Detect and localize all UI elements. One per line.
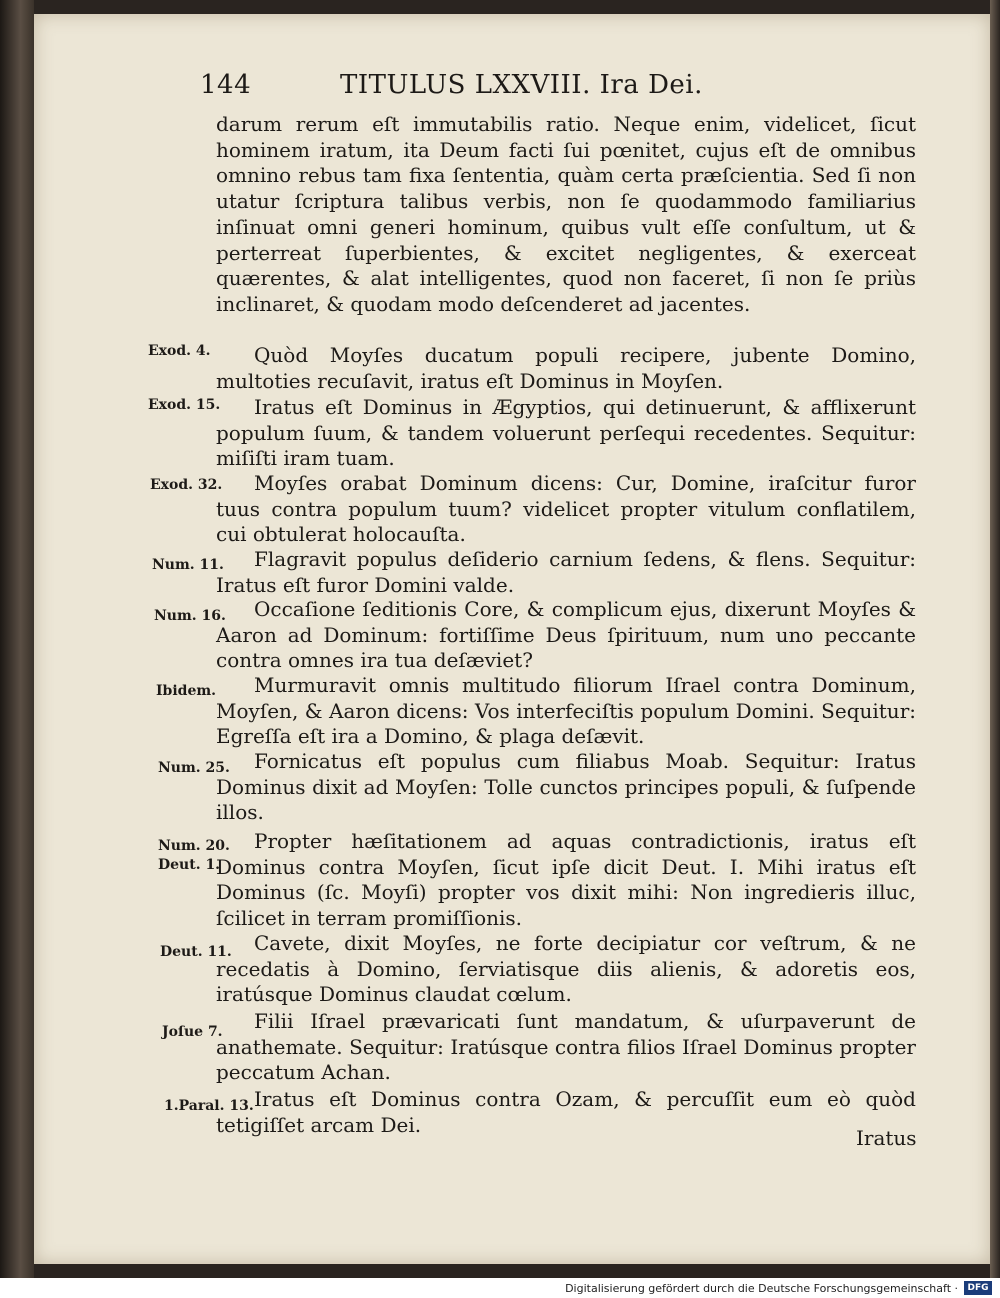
book-right-edge [990, 0, 1000, 1278]
paragraph: Iratus eſt Dominus in Ægyptios, qui detinuerunt, & afflixerunt populum ſuum, & tandem voluerunt perſequi recedentes. Sequitur: miſiſti iram tuam. [216, 395, 916, 471]
margin-note: Exod. 4. [148, 343, 211, 359]
paragraph: darum rerum eſt immutabilis ratio. Neque enim, videlicet, ſicut hominem iratum, ita Deum facti ſui pœnitet, cujus eſt de omnibus omnino rebus tam fixa ſententia, quàm certa præſcientia. Sed ſi non utatur ſcriptura talibus verbis, non ſe quodammodo familiarius inſinuat omni generi hominum, quibus vult eſſe conſultum, ut & perterreat ſuperbientes, & excitet negligentes, & exerceat quærentes, & alat intelligentes, quod non faceret, ſi non ſe priùs inclinaret, & quodam modo deſcenderet ad jacentes. [216, 112, 916, 316]
paragraph: Filii Iſrael prævaricati ſunt mandatum, & uſurpaverunt de anathemate. Sequitur: Iratúsque contra filios Iſrael Dominus propter peccatum Achan. [216, 1009, 916, 1085]
margin-note: Joſue 7. [162, 1024, 223, 1040]
paragraph: Iratus eſt Dominus contra Ozam, & percuſſit eum eò quòd tetigiſſet arcam Dei. [216, 1087, 916, 1137]
margin-note: Deut. 11. [160, 944, 232, 960]
page-number: 144 [200, 70, 252, 100]
margin-note: Ibidem. [156, 683, 217, 699]
catchword: Iratus [856, 1126, 917, 1150]
paragraph: Cavete, dixit Moyſes, ne forte decipiatur cor veſtrum, & ne recedatis à Domino, ſerviatisque diis alienis, & adoretis eos, iratúsque Dominus claudat cœlum. [216, 931, 916, 1007]
paragraph: Murmuravit omnis multitudo filiorum Iſrael contra Dominum, Moyſen, & Aaron dicens: Vos interfeciſtis populum Domini. Sequitur: Egreſſa eſt ira a Domino, & plaga deſævit. [216, 673, 916, 749]
margin-note: Deut. 1. [158, 857, 221, 873]
margin-note: Exod. 32. [150, 477, 223, 493]
paragraph: Occaſione ſeditionis Core, & complicum ejus, dixerunt Moyſes & Aaron ad Dominum: fortiſſime Deus ſpirituum, num uno peccante contra omnes ira tua deſæviet? [216, 597, 916, 673]
paragraph: Propter hæſitationem ad aquas contradictionis, iratus eſt Dominus contra Moyſen, ſicut ipſe dicit Deut. I. Mihi iratus eſt Dominus (ſc. Moyſi) propter vos dixit mihi: Non ingredieris illuc, ſcilicet in terram promiſſionis. [216, 829, 916, 931]
paragraph: Moyſes orabat Dominum dicens: Cur, Domine, iraſcitur furor tuus contra populum tuum? videlicet propter vitulum conflatilem, cui obtulerat holocauſta. [216, 471, 916, 547]
book-spine-edge [0, 0, 34, 1278]
running-title: TITULUS LXXVIII. Ira Dei. [340, 70, 703, 100]
page-body [216, 112, 916, 1139]
page-header [200, 70, 760, 110]
footer-credit: Digitalisierung gefördert durch die Deutsche Forschungsgemeinschaft · [565, 1282, 958, 1295]
margin-note: Num. 20. [158, 838, 230, 854]
paragraph: Flagravit populus deſiderio carnium ſedens, & flens. Sequitur: Iratus eſt furor Domini valde. [216, 547, 916, 597]
margin-note: Num. 11. [152, 557, 224, 573]
margin-note: Num. 25. [158, 760, 230, 776]
dfg-logo-icon[interactable]: DFG [964, 1281, 992, 1295]
footer-bar [0, 1278, 1000, 1298]
paragraph: Quòd Moyſes ducatum populi recipere, jubente Domino, multoties recuſavit, iratus eſt Dominus in Moyſen. [216, 343, 916, 393]
margin-note: 1.Paral. 13. [164, 1098, 254, 1114]
margin-note: Num. 16. [154, 608, 226, 624]
paragraph: Fornicatus eſt populus cum filiabus Moab. Sequitur: Iratus Dominus dixit ad Moyſen: Tolle cunctos principes populi, & ſuſpende illos. [216, 749, 916, 825]
margin-note: Exod. 15. [148, 397, 221, 413]
